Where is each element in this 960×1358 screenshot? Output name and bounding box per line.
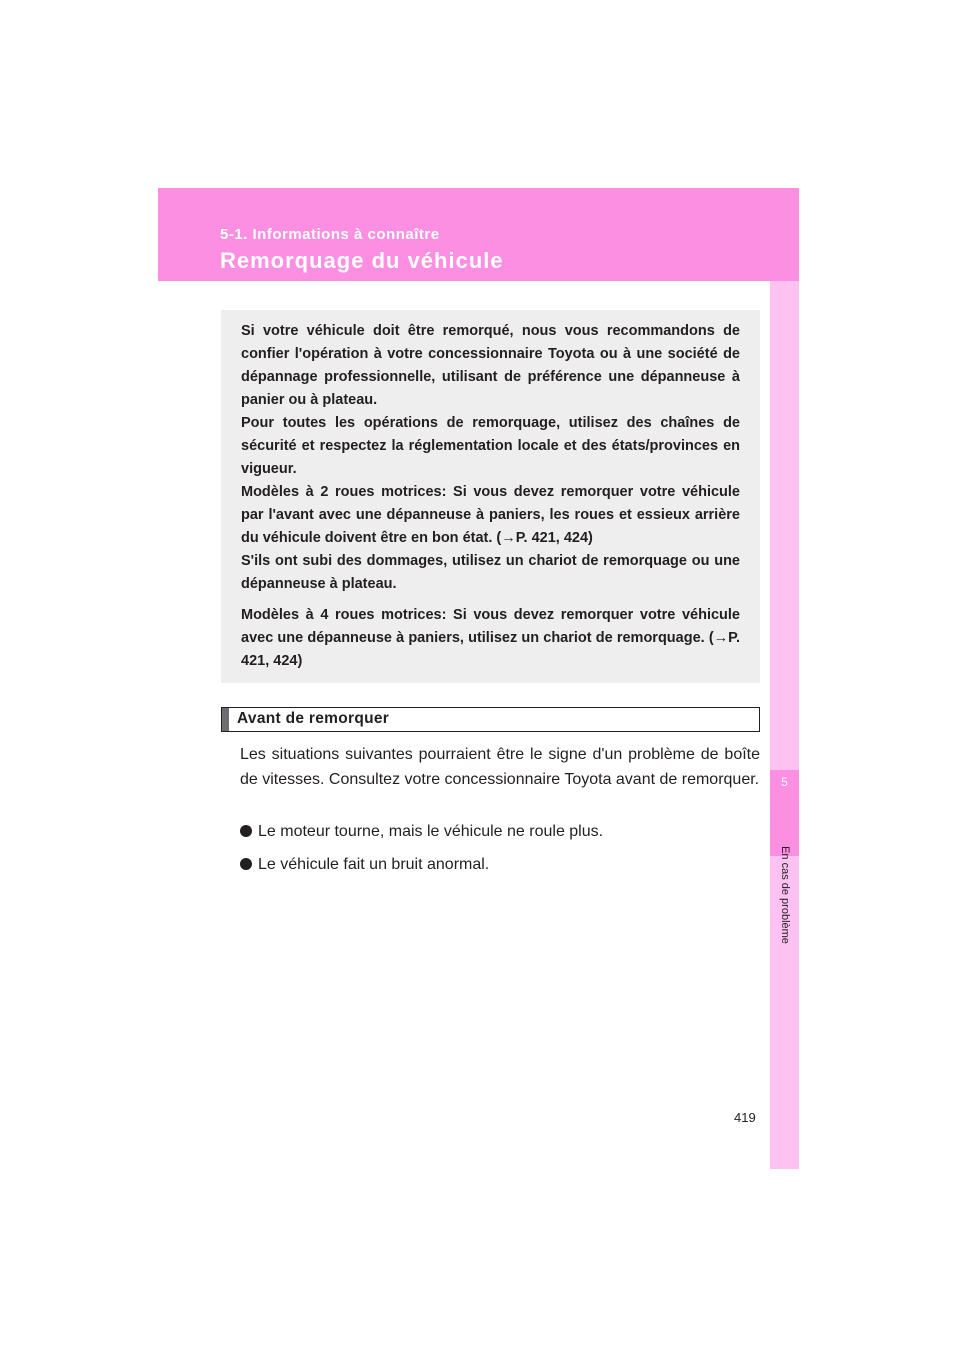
list-item [240, 823, 603, 841]
bullet-icon [240, 825, 252, 837]
page-number: 419 [734, 1110, 756, 1125]
arrow-right-icon: → [713, 630, 729, 646]
section-header [158, 188, 799, 281]
subsection-heading [221, 707, 760, 732]
intro-paragraph-4: S'ils ont subi des dommages, utilisez un chariot de remorquage ou une dépanneuse à plateau. [241, 553, 740, 592]
intro-paragraph-3 [241, 481, 740, 550]
subsection-title: Avant de remorquer [237, 710, 390, 727]
heading-accent-bar [222, 708, 229, 731]
chapter-side-tab [770, 281, 799, 1169]
list-item-text: Le moteur tourne, mais le véhicule ne roule plus. [258, 823, 604, 840]
arrow-right-icon: → [501, 530, 516, 546]
chapter-number: 5 [781, 775, 788, 789]
intro-paragraph-5 [241, 604, 740, 673]
intro-paragraph-5-text: Modèles à 4 roues motrices: Si vous devez remorquer votre véhicule avec une dépanneuse à paniers, utilisez un chariot de remorquage. ( [241, 607, 740, 646]
intro-box [221, 310, 760, 683]
body-paragraph: Les situations suivantes pourraient être le signe d'un problème de boîte de vitesses. Consultez votre concessionnaire Toyota avant de remorquer. [240, 746, 760, 788]
section-number: 5-1. Informations à connaître [220, 226, 440, 243]
intro-paragraph-2: Pour toutes les opérations de remorquage, utilisez des chaînes de sécurité et respectez la réglementation locale et des états/provinces en vigueur. [241, 415, 740, 477]
bullet-icon [240, 858, 252, 870]
list-item [240, 856, 489, 874]
intro-paragraph-3-text: Modèles à 2 roues motrices: Si vous devez remorquer votre véhicule par l'avant avec une dépanneuse à paniers, les roues et essieux arrière du véhicule doivent être en bon état. ( [241, 484, 740, 546]
list-item-text: Le véhicule fait un bruit anormal. [258, 856, 490, 873]
chapter-label-container [775, 840, 795, 950]
page-reference-link[interactable]: P. 421, 424) [241, 630, 740, 669]
chapter-label: En cas de problème [779, 846, 791, 944]
page-reference-link[interactable]: P. 421, 424) [515, 530, 593, 546]
page-title: Remorquage du véhicule [220, 248, 504, 273]
intro-paragraph-1: Si votre véhicule doit être remorqué, nous vous recommandons de confier l'opération à votre concessionnaire Toyota ou à une société de dépannage professionnelle, utilisant de préférence une dépanneuse à panier ou à plateau. [241, 323, 740, 408]
